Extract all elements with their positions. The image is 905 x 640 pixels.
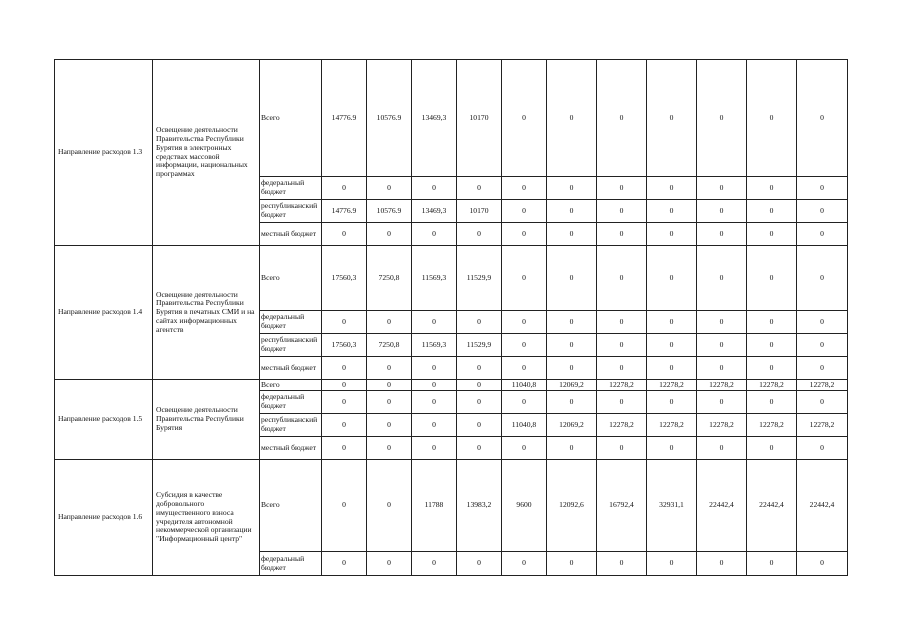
amount-cell: 0 xyxy=(597,357,647,380)
funding-source-cell: федеральный бюджет xyxy=(260,177,322,200)
amount-cell: 0 xyxy=(457,552,502,576)
amount-cell: 0 xyxy=(367,460,412,552)
amount-cell: 0 xyxy=(747,200,797,223)
amount-cell: 0 xyxy=(547,60,597,177)
amount-cell: 0 xyxy=(697,223,747,246)
amount-cell: 0 xyxy=(457,223,502,246)
direction-cell: Направление расходов 1.4 xyxy=(55,246,153,380)
amount-cell: 13983,2 xyxy=(457,460,502,552)
amount-cell: 0 xyxy=(797,437,848,460)
amount-cell: 0 xyxy=(697,60,747,177)
amount-cell: 0 xyxy=(597,552,647,576)
amount-cell: 12278,2 xyxy=(647,414,697,437)
amount-cell: 0 xyxy=(747,177,797,200)
amount-cell: 0 xyxy=(412,357,457,380)
amount-cell: 0 xyxy=(697,246,747,311)
amount-cell: 0 xyxy=(647,177,697,200)
amount-cell: 0 xyxy=(367,177,412,200)
amount-cell: 0 xyxy=(597,246,647,311)
funding-source-cell: республиканский бюджет xyxy=(260,414,322,437)
amount-cell: 16792,4 xyxy=(597,460,647,552)
amount-cell: 0 xyxy=(597,391,647,414)
amount-cell: 0 xyxy=(502,60,547,177)
amount-cell: 13469,3 xyxy=(412,60,457,177)
funding-source-cell: республиканский бюджет xyxy=(260,200,322,223)
amount-cell: 12278,2 xyxy=(597,414,647,437)
amount-cell: 0 xyxy=(547,177,597,200)
amount-cell: 0 xyxy=(797,246,848,311)
amount-cell: 0 xyxy=(412,437,457,460)
funding-source-cell: республиканский бюджет xyxy=(260,334,322,357)
amount-cell: 0 xyxy=(502,177,547,200)
amount-cell: 0 xyxy=(457,437,502,460)
amount-cell: 0 xyxy=(367,223,412,246)
amount-cell: 0 xyxy=(412,414,457,437)
amount-cell: 0 xyxy=(457,414,502,437)
funding-source-cell: местный бюджет xyxy=(260,223,322,246)
amount-cell: 0 xyxy=(647,334,697,357)
amount-cell: 0 xyxy=(547,437,597,460)
amount-cell: 0 xyxy=(597,437,647,460)
amount-cell: 0 xyxy=(647,357,697,380)
amount-cell: 0 xyxy=(547,246,597,311)
amount-cell: 0 xyxy=(597,223,647,246)
amount-cell: 0 xyxy=(502,391,547,414)
amount-cell: 0 xyxy=(547,200,597,223)
amount-cell: 11569,3 xyxy=(412,334,457,357)
amount-cell: 12069,2 xyxy=(547,414,597,437)
amount-cell: 17560,3 xyxy=(322,246,367,311)
amount-cell: 0 xyxy=(797,177,848,200)
amount-cell: 0 xyxy=(502,552,547,576)
amount-cell: 11529,9 xyxy=(457,246,502,311)
amount-cell: 10170 xyxy=(457,200,502,223)
amount-cell: 0 xyxy=(502,357,547,380)
amount-cell: 0 xyxy=(502,223,547,246)
amount-cell: 12278,2 xyxy=(597,380,647,391)
amount-cell: 0 xyxy=(412,177,457,200)
amount-cell: 0 xyxy=(747,246,797,311)
amount-cell: 0 xyxy=(747,223,797,246)
funding-source-cell: Всего xyxy=(260,460,322,552)
amount-cell: 0 xyxy=(457,177,502,200)
amount-cell: 0 xyxy=(697,177,747,200)
activity-name-cell: Освещение деятельности Правительства Республики Бурятия в печатных СМИ и на сайтах информационных агентств xyxy=(153,246,260,380)
amount-cell: 0 xyxy=(412,391,457,414)
amount-cell: 0 xyxy=(367,357,412,380)
amount-cell: 0 xyxy=(367,380,412,391)
amount-cell: 0 xyxy=(322,414,367,437)
amount-cell: 0 xyxy=(797,391,848,414)
amount-cell: 0 xyxy=(597,177,647,200)
amount-cell: 0 xyxy=(747,552,797,576)
amount-cell: 0 xyxy=(647,437,697,460)
amount-cell: 0 xyxy=(457,311,502,334)
funding-source-cell: федеральный бюджет xyxy=(260,391,322,414)
amount-cell: 12092,6 xyxy=(547,460,597,552)
amount-cell: 0 xyxy=(322,460,367,552)
amount-cell: 0 xyxy=(747,334,797,357)
amount-cell: 0 xyxy=(597,60,647,177)
amount-cell: 0 xyxy=(647,223,697,246)
amount-cell: 0 xyxy=(647,311,697,334)
amount-cell: 22442,4 xyxy=(697,460,747,552)
amount-cell: 22442,4 xyxy=(797,460,848,552)
amount-cell: 7250,8 xyxy=(367,246,412,311)
amount-cell: 0 xyxy=(597,200,647,223)
table-body xyxy=(55,60,848,576)
amount-cell: 0 xyxy=(697,357,747,380)
amount-cell: 0 xyxy=(797,223,848,246)
activity-name-cell: Освещение деятельности Правительства Республики Бурятия xyxy=(153,380,260,460)
amount-cell: 0 xyxy=(322,380,367,391)
table-row xyxy=(55,246,848,311)
amount-cell: 0 xyxy=(797,334,848,357)
direction-cell: Направление расходов 1.6 xyxy=(55,460,153,576)
amount-cell: 0 xyxy=(502,334,547,357)
amount-cell: 0 xyxy=(412,311,457,334)
amount-cell: 11788 xyxy=(412,460,457,552)
amount-cell: 12278,2 xyxy=(697,414,747,437)
amount-cell: 11529,9 xyxy=(457,334,502,357)
amount-cell: 0 xyxy=(547,391,597,414)
table-row xyxy=(55,60,848,177)
amount-cell: 0 xyxy=(502,311,547,334)
amount-cell: 0 xyxy=(412,223,457,246)
amount-cell: 22442,4 xyxy=(747,460,797,552)
funding-source-cell: Всего xyxy=(260,60,322,177)
table-row xyxy=(55,460,848,552)
amount-cell: 0 xyxy=(697,334,747,357)
table-row xyxy=(55,380,848,391)
amount-cell: 0 xyxy=(457,391,502,414)
amount-cell: 0 xyxy=(547,357,597,380)
amount-cell: 11569,3 xyxy=(412,246,457,311)
amount-cell: 0 xyxy=(747,437,797,460)
amount-cell: 12278,2 xyxy=(747,380,797,391)
amount-cell: 0 xyxy=(322,177,367,200)
funding-source-cell: Всего xyxy=(260,246,322,311)
amount-cell: 13469,3 xyxy=(412,200,457,223)
amount-cell: 0 xyxy=(797,311,848,334)
amount-cell: 0 xyxy=(647,60,697,177)
amount-cell: 0 xyxy=(797,357,848,380)
activity-name-cell: Освещение деятельности Правительства Республики Бурятия в электронных средствах массовой информации, национальных программах xyxy=(153,60,260,246)
funding-source-cell: местный бюджет xyxy=(260,437,322,460)
amount-cell: 0 xyxy=(747,357,797,380)
direction-cell: Направление расходов 1.3 xyxy=(55,60,153,246)
amount-cell: 0 xyxy=(502,437,547,460)
amount-cell: 0 xyxy=(367,391,412,414)
amount-cell: 10576.9 xyxy=(367,60,412,177)
amount-cell: 0 xyxy=(322,552,367,576)
amount-cell: 10170 xyxy=(457,60,502,177)
amount-cell: 12278,2 xyxy=(647,380,697,391)
amount-cell: 0 xyxy=(547,552,597,576)
amount-cell: 12278,2 xyxy=(797,380,848,391)
amount-cell: 12278,2 xyxy=(747,414,797,437)
amount-cell: 0 xyxy=(697,391,747,414)
amount-cell: 0 xyxy=(697,552,747,576)
amount-cell: 0 xyxy=(647,200,697,223)
amount-cell: 0 xyxy=(412,552,457,576)
amount-cell: 0 xyxy=(547,223,597,246)
amount-cell: 12278,2 xyxy=(797,414,848,437)
amount-cell: 0 xyxy=(697,311,747,334)
page-bottom-margin xyxy=(54,578,839,640)
amount-cell: 0 xyxy=(367,552,412,576)
budget-expenditure-table xyxy=(54,59,848,576)
amount-cell: 0 xyxy=(747,311,797,334)
funding-source-cell: местный бюджет xyxy=(260,357,322,380)
funding-source-cell: Всего xyxy=(260,380,322,391)
amount-cell: 0 xyxy=(457,357,502,380)
amount-cell: 0 xyxy=(647,391,697,414)
amount-cell: 0 xyxy=(797,552,848,576)
amount-cell: 0 xyxy=(322,357,367,380)
amount-cell: 0 xyxy=(322,391,367,414)
amount-cell: 0 xyxy=(502,200,547,223)
amount-cell: 0 xyxy=(747,60,797,177)
amount-cell: 14776.9 xyxy=(322,200,367,223)
amount-cell: 12278,2 xyxy=(697,380,747,391)
amount-cell: 0 xyxy=(322,223,367,246)
direction-cell: Направление расходов 1.5 xyxy=(55,380,153,460)
amount-cell: 0 xyxy=(457,380,502,391)
amount-cell: 9600 xyxy=(502,460,547,552)
amount-cell: 0 xyxy=(322,311,367,334)
amount-cell: 0 xyxy=(547,334,597,357)
amount-cell: 0 xyxy=(367,311,412,334)
amount-cell: 0 xyxy=(697,437,747,460)
amount-cell: 12069,2 xyxy=(547,380,597,391)
amount-cell: 0 xyxy=(747,391,797,414)
amount-cell: 0 xyxy=(797,60,848,177)
funding-source-cell: федеральный бюджет xyxy=(260,552,322,576)
amount-cell: 7250,8 xyxy=(367,334,412,357)
funding-source-cell: федеральный бюджет xyxy=(260,311,322,334)
amount-cell: 0 xyxy=(502,246,547,311)
amount-cell: 0 xyxy=(367,437,412,460)
amount-cell: 0 xyxy=(647,246,697,311)
amount-cell: 0 xyxy=(597,334,647,357)
amount-cell: 0 xyxy=(412,380,457,391)
amount-cell: 11040,8 xyxy=(502,380,547,391)
amount-cell: 11040,8 xyxy=(502,414,547,437)
amount-cell: 0 xyxy=(367,414,412,437)
amount-cell: 14776.9 xyxy=(322,60,367,177)
amount-cell: 0 xyxy=(797,200,848,223)
amount-cell: 0 xyxy=(322,437,367,460)
amount-cell: 0 xyxy=(597,311,647,334)
amount-cell: 17560,3 xyxy=(322,334,367,357)
amount-cell: 32931,1 xyxy=(647,460,697,552)
activity-name-cell: Субсидия в качестве добровольного имущественного взноса учредителя автономной некоммерческой организации "Информационный центр" xyxy=(153,460,260,576)
amount-cell: 0 xyxy=(697,200,747,223)
amount-cell: 0 xyxy=(647,552,697,576)
amount-cell: 0 xyxy=(547,311,597,334)
amount-cell: 10576.9 xyxy=(367,200,412,223)
